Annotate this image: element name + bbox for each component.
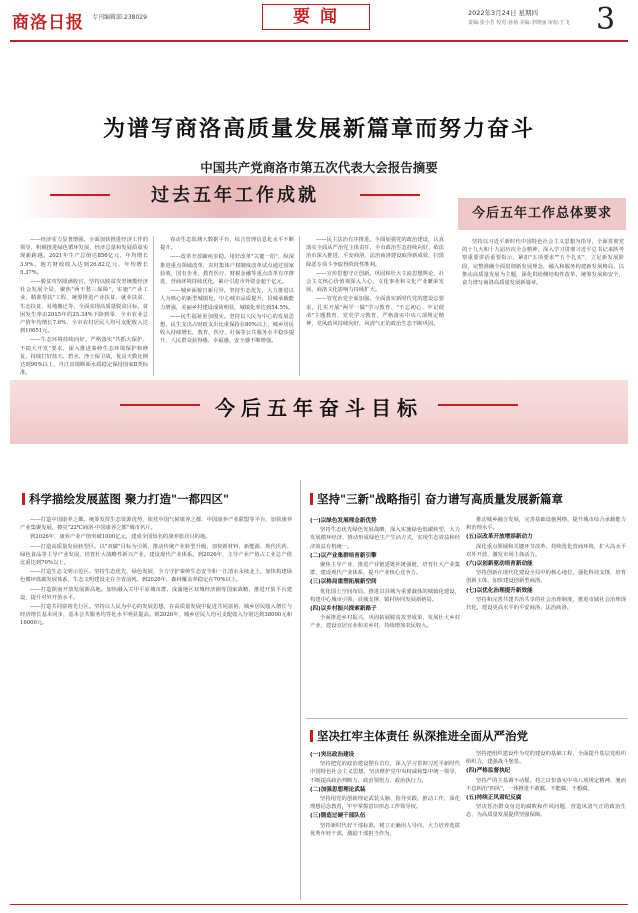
subsection-title: (七)以优化治理提升新效能: [466, 587, 533, 594]
goal-paragraph: ——打造共同富裕先行区。坚持以人民为中心的发展思想，在高质量发展中促进共同富裕，城乡居民收入增长与经济增长基本同步，基本公共服务均等化水平明显提高。到2026年，城乡居民人均可支配收入分别达到38000元和16000元。: [20, 604, 292, 627]
section-b-column-1: [310, 516, 460, 706]
heading-marker: [310, 730, 313, 742]
subsection-title: (一)以绿色发展理念新优势: [310, 518, 377, 524]
requirements-heading: 今后五年工作总体要求: [458, 198, 626, 230]
page-bottom-rule: [10, 904, 628, 905]
column-divider: [153, 236, 154, 376]
masthead-divider: [10, 40, 628, 42]
editor-credits: 责编:张小芳 校对:孙菊 美编:李晓丽 审校:王飞: [468, 20, 570, 26]
section-b-heading: [310, 491, 563, 507]
achievement-paragraph: ——宣传思想守正创新。巩固和壮大主流思想舆论，社会主义核心价值观深入人心，文化事业和文化产业繁荣发展，商洛文化影响力持续扩大。: [306, 270, 444, 294]
heading-marker: [310, 493, 313, 505]
subsection-title: (一)突出政治建设: [310, 752, 355, 758]
goal-paragraph: ——打造中国康养之都。统筹发挥生态资源优势，依托中国气候康养之都、中国康养产业联盟等平台，加快康养产业集聚发展，擦亮"22℃商洛·中国康养之都"城市名片。: [20, 517, 292, 532]
subsection-text: 坚持创新在现代化建设全局中的核心地位，强化科技支撑，培育创新主体，加快建设创新型商洛。: [466, 570, 626, 585]
section-c-column-1: [310, 750, 460, 900]
subsection-title: (二)以产业集群培育新引擎: [310, 552, 377, 559]
subsection-text: 推动城乡融合发展，完善基础设施网络，提升城市综合承载能力和治理水平。: [466, 517, 626, 532]
page-number: 3: [596, 2, 616, 37]
subsection-title: (三)以格局重塑拓展新空间: [310, 579, 377, 586]
subsection-text: 深化重点领域和关键环节改革，持续优化营商环境，扩大高水平对外开放，激发市场主体活力。: [466, 543, 626, 558]
achievements-banner: [20, 176, 440, 218]
column-divider: [299, 236, 300, 376]
achievement-paragraph: ——民生福祉更加殷实。坚持以人民为中心的发展思想，民生支出占财政支出比重保持在80%以上，城乡居民收入持续增长，教育、医疗、社保等公共服务水平稳步提升，人民群众获得感、幸福感、安全感不断增强。: [160, 313, 294, 345]
section-c-title: 坚决扛牢主体责任 纵深推进全面从严治党: [317, 729, 529, 743]
subsection-text: 坚持新时代好干部标准，树立正确用人导向，大力培养选拔优秀年轻干部，激励干部担当作为。: [310, 822, 460, 837]
subsection-text: 全面推进乡村振兴，巩固拓展脱贫攻坚成果，发展壮大乡村产业，建设宜居宜业和美乡村，持续增加农民收入。: [310, 615, 460, 630]
banner-ornament-left: [50, 194, 110, 196]
subsection-title: (四)严格监督执纪: [466, 768, 511, 775]
subsection-text: 坚持生态优先绿色发展战略，深入实施绿色低碳转型，大力发展循环经济，推动形成绿色生产生活方式，实现生态效益和经济效益有机统一。: [310, 527, 460, 550]
band-ornament-right: [438, 404, 518, 406]
issue-date: 2022年3月24日 星期四: [468, 9, 539, 17]
achievement-paragraph: ——管党治党全面加强。全面落实新时代党的建设总要求，扎实开展"两学一做"学习教育、"不忘初心、牢记使命"主题教育、党史学习教育，严格落实中央八项规定精神，党风政风持续向好，风清气正的政治生态不断巩固。: [306, 296, 444, 328]
achievement-paragraph: ——民主法治有序推进。全面加强党的政治建设，认真落实全面从严治党主体责任，全市政治生态持续向好，依法治市深入推进，平安商洛、法治商洛建设取得新成效，扫黑除恶专项斗争取得阶段性胜利。: [306, 237, 444, 268]
achievement-paragraph: ——脱贫攻坚圆满收官。坚持以脱贫攻坚统揽经济社会发展全局，聚焦"两不愁三保障"，实施"产业工业、精准帮扶"工程，统筹推进产业扶贫、就业扶贫、生态扶贫、易地搬迁等，全面实现高质量脱贫目标，贫困发生率由2015年的25.34%下降到零，全市农业总产值年均增长7.6%，全市农村居民人均可支配收入达到10651元。: [20, 279, 148, 335]
section-c-column-2: [466, 750, 626, 900]
requirements-body: [462, 238, 624, 368]
subsection-text: 坚持严的主基调不动摇，持之以恒落实中央八项规定精神，驰而不息纠治"四风"，一体推进不敢腐、不能腐、不想腐。: [466, 777, 626, 792]
subsection-text: 坚持和完善共建共治共享的社会治理制度，推进市域社会治理现代化，建设更高水平的平安商洛、法治商洛。: [466, 596, 626, 612]
section-b-column-2: [466, 516, 626, 706]
publisher-line: 专刊编辑部:238029: [92, 14, 147, 21]
subsection-text: 聚焦主导产业，推进产业链延链补链强链，培育壮大产业集群，建设现代产业体系，提升产业核心竞争力。: [310, 562, 460, 577]
main-headline: 为谱写商洛高质量发展新篇章而努力奋斗: [102, 117, 535, 142]
subsection-text: 坚持把党的政治建设摆在首位，深入学习贯彻习近平新时代中国特色社会主义思想，坚决维护党中央权威和集中统一领导，不断提高政治判断力、政治领悟力、政治执行力。: [310, 761, 460, 784]
achievements-column-2: [160, 236, 294, 376]
masthead: [0, 0, 638, 42]
achievement-paragraph: ——生态环境持续向好。严格落实"共抓大保护、不搞大开发"要求，深入推进秦岭生态环境保护和修复，持续打好蓝天、碧水、净土保卫战，优良天数比例达到90%以上，丹江出境断面水质稳定保持国家Ⅱ类标准。: [20, 337, 148, 376]
subsection-title: (六)以创新驱动培育新动能: [466, 561, 533, 568]
heading-marker: [22, 493, 25, 505]
goal-paragraph: ——打造生态文明示范区。坚持生态优先、绿色发展，全力守护秦岭生态安全和一江清水永续北上，加快构建绿色循环低碳发展体系，生态文明建设走在全省前列。到2026年，森林覆盖率稳定在70%以上。: [20, 569, 292, 584]
goal-paragraph: ——打造陕南开放发展新高地。加快融入关中平原城市群、成渝地区双城经济圈等国家战略，推进开放平台建设，提升对外开放水平。: [20, 586, 292, 601]
subsection-title: (五)以改革开放增添新动力: [466, 534, 533, 541]
main-subtitle: 中国共产党商洛市第五次代表大会报告摘要: [200, 160, 438, 175]
newspaper-logo: 商洛日报: [12, 13, 84, 33]
section-separator: [306, 718, 628, 719]
subsection-title: (五)持续正风肃纪反腐: [466, 795, 522, 802]
subsection-text: 坚持用党的创新理论武装头脑、指导实践、推动工作，深化理想信念教育，牢牢掌握意识形态工作领导权。: [310, 796, 460, 811]
achievement-paragraph: ——经济实力显著增强。全面加快推进经济工作的领导，积极推进绿色循环发展，经济总量和发展质量实现新跨越。2021年生产总值达856亿元，年均增长3.9%。地方财政收入达到26.82亿元，年均增长5.37%。: [20, 237, 148, 276]
section-label: 要 闻: [262, 4, 370, 30]
subsection-text: 坚持把组织建设作为党的建设的基础工程，全面提升基层党组织组织力，建强战斗堡垒。: [466, 751, 626, 766]
section-divider: [300, 480, 301, 900]
achievement-paragraph: 春动生态监测大数据平台，综合管理信息化水平不断提升。: [160, 237, 294, 252]
section-a-body: [20, 516, 292, 760]
goal-paragraph: ——打造高质量发展转型区。以"双碳"目标为引领，推动传统产业转型升级，加快新材料、新能源、现代医药、绿色食品等主导产业发展，培育壮大战略性新兴产业，建设现代产业体系。到2026年，主导产业产值占工业总产值比重达到70%以上。: [20, 543, 292, 567]
subsection-text: 优化国土空间布局，推进以县城为重要载体的城镇化建设，构建中心城市引领、县城支撑、镇村协同发展新格局。: [310, 588, 460, 603]
requirements-paragraph: 坚持以习近平新时代中国特色社会主义思想为指导，全面贯彻党的十九大和十九届历次全会精神，深入学习贯彻习近平总书记来陕考察重要讲话重要指示，紧扣"五项要求""五个扎实"，立足新发展阶段，完整准确全面贯彻新发展理念，融入和服务构建新发展格局，以推动高质量发展为主题，深化供给侧结构性改革，统筹发展和安全，奋力谱写商洛高质量发展新篇章。: [462, 239, 624, 287]
banner-ornament-right: [360, 194, 420, 196]
achievements-column-3: [306, 236, 444, 376]
achievements-heading: 过去五年工作成就: [151, 185, 319, 206]
goals-heading: 今后五年奋斗目标: [215, 396, 423, 420]
subsection-title: (二)加强思想理论武装: [310, 786, 366, 793]
achievement-paragraph: ——改革开放蹄疾步稳。用好改革"关键一招"，纵深推进重点领域改革，农村集体产权制度改革试点通过国家验收，国有企业、教育医疗、财税金融等重点改革有序推进，营商环境持续优化，累计引进市外资金超千亿元。: [160, 254, 294, 286]
section-c-heading: [310, 728, 528, 744]
subsection-title: (三)锻造过硬干部队伍: [310, 813, 366, 820]
section-a-heading: [22, 491, 229, 507]
subsection-title: (四)以乡村振兴探索新路子: [310, 606, 377, 613]
goal-paragraph: 到2026年，康养产业产值突破1000亿元，建成全国知名的康养旅居目的地。: [30, 534, 211, 541]
achievement-paragraph: ——城乡面貌日新月异。坚持生态优先，大力推进以人为核心的新型城镇化，中心城市品质提升，县城承载能力增强，美丽乡村建设成效明显，城镇化率达到54.5%。: [160, 288, 294, 311]
achievements-column-1: [20, 236, 148, 376]
section-b-title: 坚持"三新"战略指引 奋力谱写高质量发展新篇章: [317, 492, 563, 506]
section-a-title: 科学描绘发展蓝图 聚力打造"一都四区": [29, 492, 229, 506]
subsection-text: 坚决惩治群众身边的腐败和作风问题，营造风清气正的政治生态，为高质量发展提供坚强保障。: [466, 804, 626, 819]
